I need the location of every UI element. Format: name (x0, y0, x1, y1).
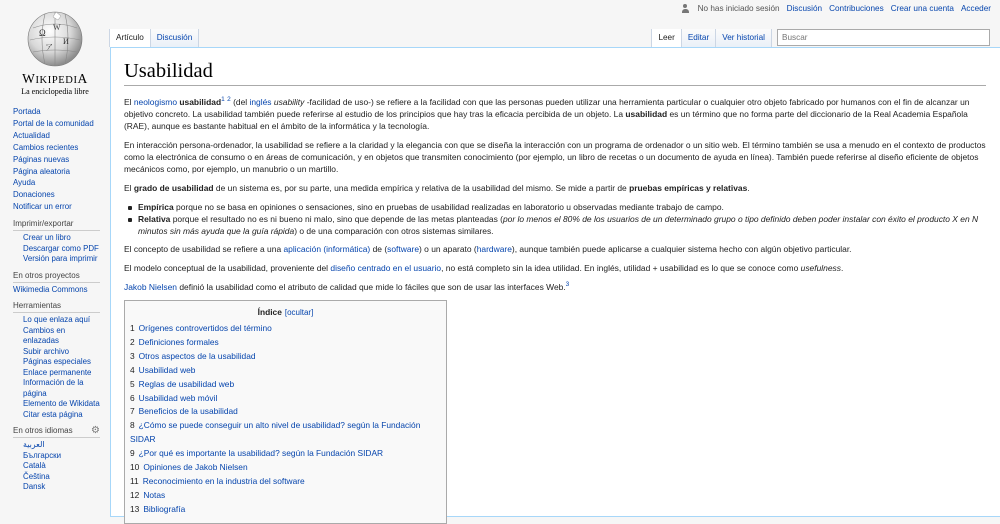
sidebar-item-lang-czech[interactable]: Čeština (23, 471, 50, 481)
sidebar-item-community-portal[interactable]: Portal de la comunidad (13, 118, 94, 128)
print-export-heading[interactable]: Imprimir/exportar (13, 219, 100, 231)
site-logo[interactable] (0, 6, 110, 96)
sidebar-item-lang-catalan[interactable]: Català (23, 461, 46, 471)
user-talk-link[interactable]: Discusión (786, 4, 823, 13)
table-of-contents (124, 300, 447, 524)
toc-item[interactable] (130, 475, 441, 489)
toc-item-number: 1 (130, 323, 135, 333)
svg-text:И: И (63, 37, 69, 46)
page-title: Usabilidad (124, 60, 986, 86)
other-projects-portal (13, 271, 110, 296)
sidebar-item-current-events[interactable]: Actualidad (13, 130, 50, 140)
paragraph-hci: En interacción persona-ordenador, la usabilidad se refiere a la claridad y la elegancia con que se diseña la interacción con un programa de ordenador o un sitio web. El término también se usa a menudo en el contexto de productos como la electrónica de consumo o en áreas de comunicación, y en objetos que transmiten conocimiento (por ejemplo, un libro de recetas o un documento de ayuda en línea). También puede referirse al diseño eficiente de objetos mecánicos como, por ejemplo, un manubrio o un martillo. (124, 140, 986, 174)
svg-text:Ω: Ω (39, 28, 46, 38)
toc-list (130, 322, 441, 517)
wikipedia-wordmark: WIKIPEDIA (22, 71, 88, 86)
sidebar-item-lang-danish[interactable]: Dansk (23, 482, 46, 492)
wikipedia-globe-icon (23, 6, 87, 70)
toc-item[interactable] (130, 392, 441, 406)
sidebar-item-wikidata-item[interactable]: Elemento de Wikidata (23, 399, 100, 409)
toc-item-link[interactable]: Usabilidad web móvil (138, 392, 218, 403)
sidebar-item-donations[interactable]: Donaciones (13, 190, 55, 200)
toc-item-number: 10 (130, 462, 140, 473)
toc-item[interactable] (130, 405, 441, 419)
toc-item[interactable] (130, 364, 441, 378)
sidebar-item-lang-arabic[interactable]: العربية (23, 440, 45, 450)
paragraph-concepto: El concepto de usabilidad se refiere a una aplicación (informática) de (software) o un aparato (hardware), aunque también puede aplicarse a cualquier sistema hecho con algún objetivo particular. (124, 244, 852, 254)
toc-item-number: 5 (130, 378, 135, 389)
toc-item[interactable] (130, 378, 441, 392)
list-item: Relativa porque el resultado no es ni bueno ni malo, sino que depende de las metas planteadas (por lo menos el 80% de los usuarios de un determinado grupo o tipo definido deben poder instalar con éxito el producto X en N minutos sin más ayuda que la guía rápida) o de una comparación con otros sistemas similares. (138, 213, 986, 237)
toc-item[interactable] (130, 447, 441, 461)
toc-item[interactable] (130, 336, 441, 350)
toc-item[interactable] (130, 489, 441, 503)
login-link[interactable]: Acceder (960, 4, 991, 13)
toc-item-number: 8 (130, 420, 135, 431)
sidebar-item-download-pdf[interactable]: Descargar como PDF (23, 243, 99, 253)
toc-title: Índice (257, 307, 282, 317)
sidebar-item-new-pages[interactable]: Páginas nuevas (13, 154, 70, 164)
languages-portal (13, 426, 110, 493)
sidebar-item-create-book[interactable]: Crear un libro (23, 233, 71, 243)
link-diseno-centrado[interactable]: diseño centrado en el usuario (330, 263, 442, 273)
toc-item-number: 2 (130, 336, 135, 347)
personal-tools (681, 4, 991, 13)
ref-2[interactable]: 2 (227, 96, 231, 104)
paragraph-grado: El grado de usabilidad de un sistema es, por su parte, una medida empírica y relativa de la usabilidad del mismo. Se mide a partir de pruebas empíricas y relativas. (124, 183, 750, 193)
toc-item-link[interactable]: Otros aspectos de la usabilidad (138, 350, 256, 361)
namespace-tabs (109, 29, 199, 47)
gear-icon[interactable]: ⚙ (91, 425, 100, 437)
sidebar (0, 106, 110, 499)
navigation-portal (13, 106, 110, 213)
bullet-list (138, 201, 986, 237)
toc-item[interactable] (130, 461, 441, 475)
tab-article[interactable]: Artículo (109, 29, 151, 47)
list-item: Empírica porque no se basa en opiniones o sensaciones, sino en pruebas de usabilidad realizadas en laboratorio u observadas mediante trabajo de campo. (138, 201, 986, 213)
ref-1[interactable]: 1 (221, 96, 225, 104)
tools-heading[interactable]: Herramientas (13, 301, 100, 313)
toc-item-link[interactable]: Orígenes controvertidos del término (138, 323, 272, 333)
link-ingles[interactable]: inglés (249, 97, 272, 107)
toc-item-number: 3 (130, 350, 135, 361)
svg-text:ア: ア (45, 43, 53, 52)
sidebar-item-wikimedia-commons[interactable]: Wikimedia Commons (13, 284, 88, 294)
create-account-link[interactable]: Crear una cuenta (890, 4, 954, 13)
toc-item[interactable] (130, 419, 441, 447)
paragraph-intro: El neologismo usabilidad$^1$ $^2$ (del inglés usability -facilidad de uso-) se refiere a la facilidad con que las personas pueden utilizar una herramienta particular o cualquier otro objeto fabricado por humanos con el fin de alcanzar un objetivo concreto. La usabilidad también puede referirse al estudio de los principios que hay tras la eficacia percibida de un objeto. La usabilidad es un término que no forma parte del diccionario de la Real Academia Española (RAE), aunque es bastante habitual en el ámbito de la informática y la tecnología. (124, 96, 970, 131)
link-neologismo[interactable]: neologismo (133, 97, 178, 107)
toc-item-number: 9 (130, 448, 135, 459)
toc-item-link[interactable]: Bibliografía (143, 503, 186, 514)
link-jakob-nielsen[interactable]: Jakob Nielsen (124, 282, 177, 292)
toc-item-link[interactable]: Opiniones de Jakob Nielsen (143, 462, 248, 473)
sidebar-item-portada[interactable]: Portada (13, 107, 41, 116)
toc-item-link[interactable]: Reconocimiento en la industria del software (142, 475, 305, 486)
link-hardware[interactable]: hardware (476, 244, 512, 254)
link-aplicacion[interactable]: aplicación (informática) (283, 244, 371, 254)
not-logged-in-text: No has iniciado sesión (697, 4, 780, 13)
toc-item[interactable] (130, 322, 441, 336)
view-tabs (651, 29, 772, 47)
other-projects-heading[interactable]: En otros proyectos (13, 271, 100, 283)
sidebar-item-cite-page[interactable]: Citar esta página (23, 409, 83, 419)
print-export-portal (13, 219, 110, 265)
toc-item-number: 11 (130, 475, 139, 486)
svg-text:W: W (53, 23, 61, 32)
sidebar-item-page-information[interactable]: Información de la página (23, 378, 84, 398)
ref-3[interactable]: 3 (565, 281, 570, 289)
toc-item-link[interactable]: Definiciones formales (138, 336, 219, 347)
link-software[interactable]: software (387, 244, 420, 254)
tab-view-history[interactable]: Ver historial (716, 29, 772, 47)
paragraph-nielsen: Jakob Nielsen definió la usabilidad como el atributo de calidad que mide lo fáciles que son de usar las interfaces Web.$^3$ (124, 281, 570, 292)
article-content (110, 47, 1000, 517)
toc-item-link[interactable]: ¿Por qué es importante la usabilidad? según la Fundación SIDAR (138, 448, 384, 459)
toc-item[interactable] (130, 503, 441, 517)
toc-item-number: 12 (130, 489, 140, 500)
sidebar-item-upload-file[interactable]: Subir archivo (23, 346, 70, 356)
sidebar-item-random-page[interactable]: Página aleatoria (13, 166, 71, 176)
tools-portal (13, 301, 110, 420)
toc-item[interactable] (130, 350, 441, 364)
contributions-link[interactable]: Contribuciones (829, 4, 884, 13)
sidebar-item-recent-changes[interactable]: Cambios recientes (13, 142, 79, 152)
toc-item-link[interactable]: Usabilidad web (138, 364, 196, 375)
toc-item-number: 13 (130, 503, 140, 514)
sidebar-item-lang-bulgarian[interactable]: Български (23, 450, 62, 460)
tab-read[interactable]: Leer (651, 29, 681, 47)
sidebar-item-printable-version[interactable]: Versión para imprimir (23, 254, 98, 264)
search-input[interactable] (777, 29, 990, 46)
paragraph-modelo: El modelo conceptual de la usabilidad, proveniente del diseño centrado en el usuario, no está completo sin la idea utilidad. En inglés, utilidad + usabilidad es lo que se conoce como usefulness. (124, 263, 844, 273)
toc-toggle-link[interactable]: [ocultar] (284, 308, 314, 317)
toc-item-number: 6 (130, 392, 135, 403)
toc-item-link[interactable]: Notas (143, 489, 166, 500)
sidebar-item-report-error[interactable]: Notificar un error (13, 202, 72, 212)
sidebar-item-what-links-here[interactable]: Lo que enlaza aquí (23, 315, 91, 325)
sidebar-item-help[interactable]: Ayuda (13, 178, 36, 188)
sidebar-item-special-pages[interactable]: Páginas especiales (23, 357, 91, 367)
languages-heading[interactable]: En otros idiomas ⚙ (13, 425, 100, 437)
toc-item-link[interactable]: Reglas de usabilidad web (138, 378, 235, 389)
tab-edit[interactable]: Editar (682, 29, 716, 47)
tab-discussion[interactable]: Discusión (151, 29, 200, 47)
sidebar-item-related-changes[interactable]: Cambios en enlazadas (23, 325, 66, 346)
sidebar-item-permanent-link[interactable]: Enlace permanente (23, 367, 92, 377)
toc-item-link[interactable]: Beneficios de la usabilidad (138, 406, 238, 417)
toc-item-number: 4 (130, 364, 135, 375)
user-icon (681, 4, 690, 13)
toc-item-link[interactable]: ¿Cómo se puede conseguir un alto nivel de usabilidad? según la Fundación SIDAR (130, 420, 421, 445)
logo-tagline: La enciclopedia libre (21, 87, 89, 96)
toc-item-number: 7 (130, 406, 135, 417)
